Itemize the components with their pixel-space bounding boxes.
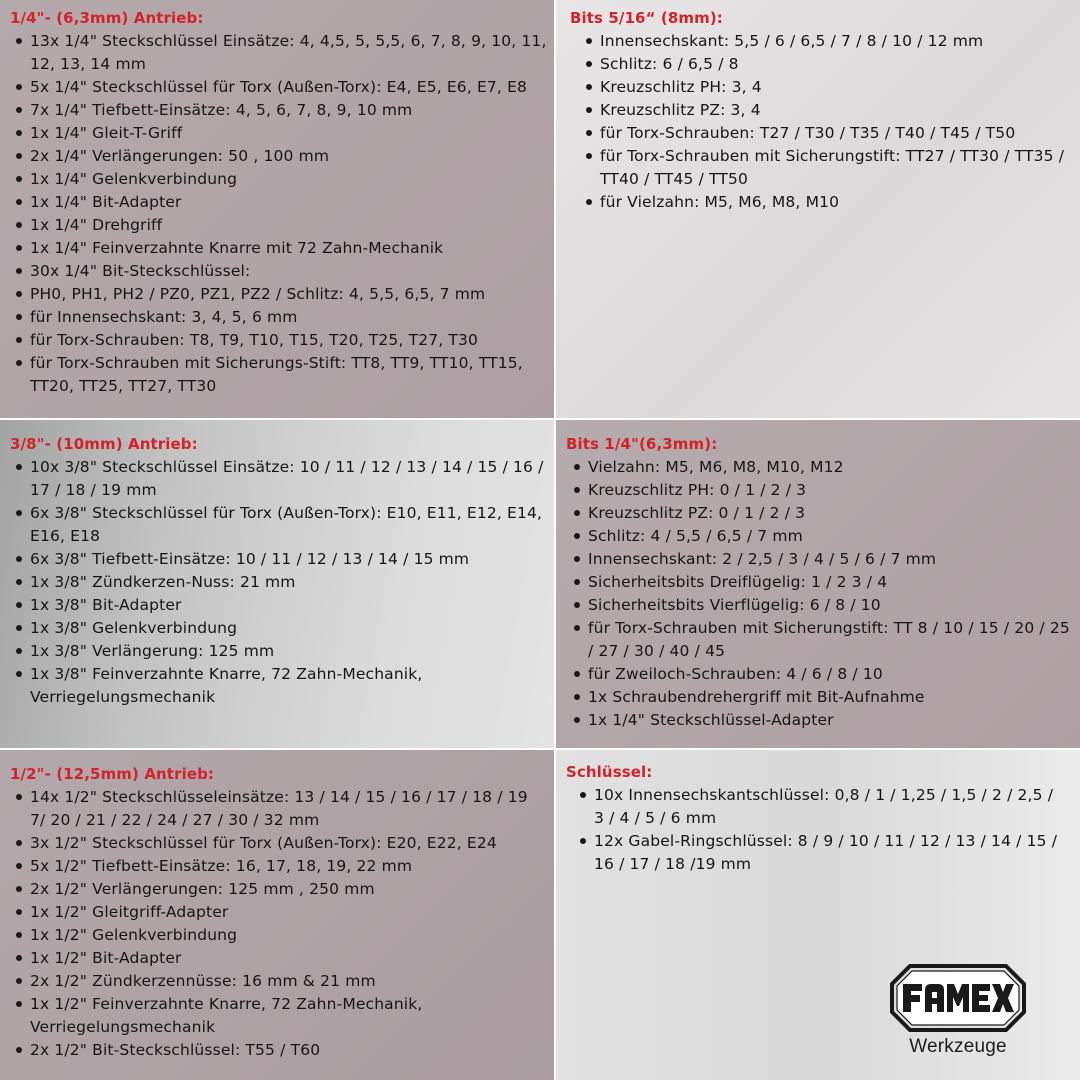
list-item: 1x 1/2" Gelenkverbindung [10, 924, 548, 947]
list-item: für Torx-Schrauben: T8, T9, T10, T15, T20, T25, T27, T30 [10, 329, 548, 352]
list-item: 12x Gabel-Ringschlüssel: 8 / 9 / 10 / 11 / 12 / 13 / 14 / 15 / 16 / 17 / 18 /19 mm [574, 830, 1064, 876]
list-item: 1x 1/2" Bit-Adapter [10, 947, 548, 970]
list-item: Kreuzschlitz PZ: 0 / 1 / 2 / 3 [568, 502, 1074, 525]
list-item: 6x 3/8" Tiefbett-Einsätze: 10 / 11 / 12 / 13 / 14 / 15 mm [10, 548, 548, 571]
item-list [580, 30, 1074, 214]
list-item: 10x 3/8" Steckschlüssel Einsätze: 10 / 11 / 12 / 13 / 14 / 15 / 16 / 17 / 18 / 19 mm [10, 456, 548, 502]
list-item: 1x 3/8" Verlängerung: 125 mm [10, 640, 548, 663]
list-item: 1x 1/4" Gleit-T-Griff [10, 122, 548, 145]
item-list [568, 456, 1074, 732]
list-item: 1x 1/4" Feinverzahnte Knarre mit 72 Zahn-Mechanik [10, 237, 548, 260]
list-item: 1x 1/4" Steckschlüssel-Adapter [568, 709, 1074, 732]
list-item: Sicherheitsbits Vierflügelig: 6 / 8 / 10 [568, 594, 1074, 617]
list-item: 14x 1/2" Steckschlüsseleinsätze: 13 / 14 / 15 / 16 / 17 / 18 / 19 7/ 20 / 21 / 22 / 24 / 27 / 30 / 32 mm [10, 786, 548, 832]
list-item: 1x 1/2" Gleitgriff-Adapter [10, 901, 548, 924]
list-item: für Torx-Schrauben mit Sicherungstift: TT27 / TT30 / TT35 / TT40 / TT45 / TT50 [580, 145, 1074, 191]
section-three-eighths-drive [0, 420, 556, 750]
list-item: für Torx-Schrauben mit Sicherungstift: TT 8 / 10 / 15 / 20 / 25 / 27 / 30 / 40 / 45 [568, 617, 1074, 663]
list-item: 1x 3/8" Gelenkverbindung [10, 617, 548, 640]
list-item: Schlitz: 6 / 6,5 / 8 [580, 53, 1074, 76]
item-list [574, 784, 1064, 876]
list-item: 2x 1/2" Bit-Steckschlüssel: T55 / T60 [10, 1039, 548, 1062]
list-item: 1x Schraubendrehergriff mit Bit-Aufnahme [568, 686, 1074, 709]
list-item: 1x 3/8" Zündkerzen-Nuss: 21 mm [10, 571, 548, 594]
list-item: für Torx-Schrauben: T27 / T30 / T35 / T40 / T45 / T50 [580, 122, 1074, 145]
section-bits-quarter-inch [556, 420, 1080, 750]
list-item: 1x 1/4" Bit-Adapter [10, 191, 548, 214]
item-list [10, 30, 548, 398]
list-item: PH0, PH1, PH2 / PZ0, PZ1, PZ2 / Schlitz: 4, 5,5, 6,5, 7 mm [10, 283, 548, 306]
section-heading: 3/8"- (10mm) Antrieb: [10, 435, 198, 453]
section-quarter-inch-drive [0, 0, 556, 420]
list-item: Kreuzschlitz PH: 0 / 1 / 2 / 3 [568, 479, 1074, 502]
list-item: 2x 1/2" Zündkerzennüsse: 16 mm & 21 mm [10, 970, 548, 993]
list-item: Vielzahn: M5, M6, M8, M10, M12 [568, 456, 1074, 479]
list-item: 7x 1/4" Tiefbett-Einsätze: 4, 5, 6, 7, 8, 9, 10 mm [10, 99, 548, 122]
list-item: 1x 1/4" Gelenkverbindung [10, 168, 548, 191]
section-heading: Schlüssel: [566, 763, 653, 781]
logo-subtitle: Werkzeuge [909, 1036, 1007, 1057]
list-item: für Innensechskant: 3, 4, 5, 6 mm [10, 306, 548, 329]
list-item: 1x 1/2" Feinverzahnte Knarre, 72 Zahn-Mechanik, Verriegelungsmechanik [10, 993, 548, 1039]
item-list [10, 786, 548, 1062]
list-item: für Torx-Schrauben mit Sicherungs-Stift: TT8, TT9, TT10, TT15, TT20, TT25, TT27, TT30 [10, 352, 548, 398]
list-item: 13x 1/4" Steckschlüssel Einsätze: 4, 4,5, 5, 5,5, 6, 7, 8, 9, 10, 11, 12, 13, 14 mm [10, 30, 548, 76]
list-item: 3x 1/2" Steckschlüssel für Torx (Außen-Torx): E20, E22, E24 [10, 832, 548, 855]
famex-logo-emblem [888, 962, 1028, 1034]
list-item: für Zweiloch-Schrauben: 4 / 6 / 8 / 10 [568, 663, 1074, 686]
list-item: 30x 1/4" Bit-Steckschlüssel: [10, 260, 548, 283]
list-item: 5x 1/4" Steckschlüssel für Torx (Außen-Torx): E4, E5, E6, E7, E8 [10, 76, 548, 99]
section-heading: Bits 5/16“ (8mm): [570, 9, 723, 27]
famex-logo [888, 962, 1028, 1062]
list-item: 10x Innensechskantschlüssel: 0,8 / 1 / 1,25 / 1,5 / 2 / 2,5 / 3 / 4 / 5 / 6 mm [574, 784, 1064, 830]
section-heading: 1/4"- (6,3mm) Antrieb: [10, 9, 204, 27]
item-list [10, 456, 548, 709]
list-item: Innensechskant: 5,5 / 6 / 6,5 / 7 / 8 / 10 / 12 mm [580, 30, 1074, 53]
section-half-inch-drive [0, 750, 556, 1080]
section-heading: 1/2"- (12,5mm) Antrieb: [10, 765, 215, 783]
list-item: für Vielzahn: M5, M6, M8, M10 [580, 191, 1074, 214]
list-item: 1x 3/8" Bit-Adapter [10, 594, 548, 617]
list-item: Kreuzschlitz PZ: 3, 4 [580, 99, 1074, 122]
list-item: 1x 3/8" Feinverzahnte Knarre, 72 Zahn-Mechanik, Verriegelungsmechanik [10, 663, 548, 709]
section-bits-5-16 [556, 0, 1080, 420]
list-item: 2x 1/4" Verlängerungen: 50 , 100 mm [10, 145, 548, 168]
list-item: Sicherheitsbits Dreiflügelig: 1 / 2 3 / 4 [568, 571, 1074, 594]
list-item: 1x 1/4" Drehgriff [10, 214, 548, 237]
list-item: Innensechskant: 2 / 2,5 / 3 / 4 / 5 / 6 / 7 mm [568, 548, 1074, 571]
list-item: Schlitz: 4 / 5,5 / 6,5 / 7 mm [568, 525, 1074, 548]
list-item: 5x 1/2" Tiefbett-Einsätze: 16, 17, 18, 19, 22 mm [10, 855, 548, 878]
section-heading: Bits 1/4"(6,3mm): [566, 435, 718, 453]
list-item: 2x 1/2" Verlängerungen: 125 mm , 250 mm [10, 878, 548, 901]
list-item: Kreuzschlitz PH: 3, 4 [580, 76, 1074, 99]
list-item: 6x 3/8" Steckschlüssel für Torx (Außen-Torx): E10, E11, E12, E14, E16, E18 [10, 502, 548, 548]
